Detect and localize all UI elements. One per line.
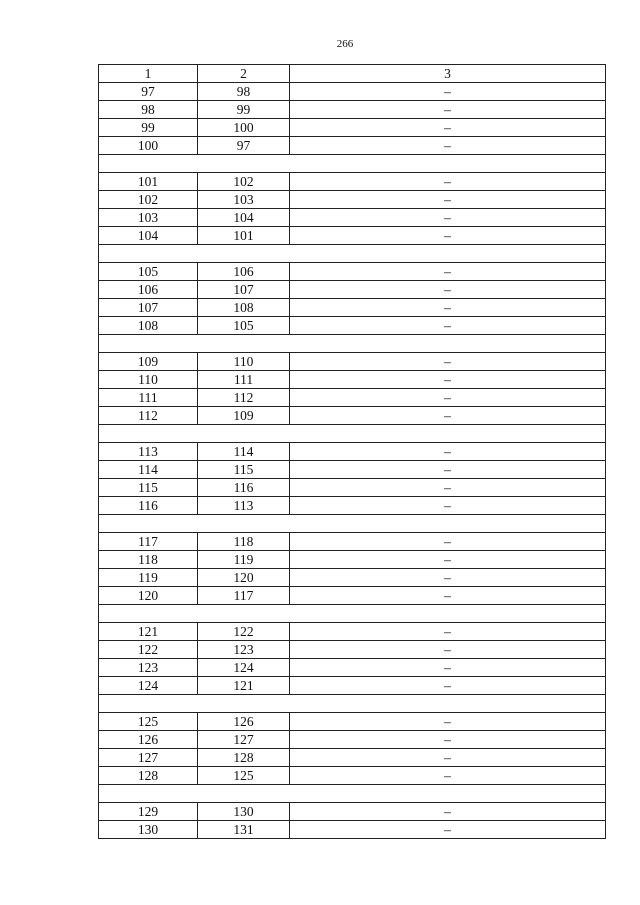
column-header-3: 3 (290, 65, 606, 83)
table-row (99, 767, 606, 785)
table-cell-col-1: 109 (99, 353, 198, 371)
group-separator-row (99, 785, 606, 803)
table-cell-col-2: 131 (198, 821, 290, 839)
table-cell-col-2: 97 (198, 137, 290, 155)
table-cell-col-3: – (290, 497, 606, 515)
data-table (98, 64, 606, 839)
group-separator-row (99, 245, 606, 263)
table-cell-col-3: – (290, 83, 606, 101)
table-cell-col-3: – (290, 101, 606, 119)
table-cell-col-2: 112 (198, 389, 290, 407)
table-cell-col-3: – (290, 623, 606, 641)
table-cell-col-1: 115 (99, 479, 198, 497)
table-cell-col-1: 108 (99, 317, 198, 335)
table-cell-col-2: 105 (198, 317, 290, 335)
separator-cell (99, 245, 606, 263)
table-cell-col-2: 116 (198, 479, 290, 497)
separator-cell (99, 515, 606, 533)
table-cell-col-3: – (290, 209, 606, 227)
table-cell-col-3: – (290, 659, 606, 677)
table-cell-col-2: 120 (198, 569, 290, 587)
table-cell-col-2: 110 (198, 353, 290, 371)
table-cell-col-1: 100 (99, 137, 198, 155)
table-row (99, 443, 606, 461)
table-cell-col-1: 104 (99, 227, 198, 245)
separator-cell (99, 335, 606, 353)
table-cell-col-2: 119 (198, 551, 290, 569)
table-cell-col-3: – (290, 173, 606, 191)
table-cell-col-3: – (290, 551, 606, 569)
table-cell-col-1: 123 (99, 659, 198, 677)
table-cell-col-3: – (290, 641, 606, 659)
table-cell-col-3: – (290, 731, 606, 749)
table-cell-col-1: 126 (99, 731, 198, 749)
table-cell-col-2: 123 (198, 641, 290, 659)
table-cell-col-2: 103 (198, 191, 290, 209)
table-cell-col-2: 117 (198, 587, 290, 605)
table-cell-col-3: – (290, 299, 606, 317)
column-header-2: 2 (198, 65, 290, 83)
table-cell-col-1: 130 (99, 821, 198, 839)
group-separator-row (99, 695, 606, 713)
table-cell-col-3: – (290, 407, 606, 425)
table-cell-col-2: 104 (198, 209, 290, 227)
table-row (99, 281, 606, 299)
table-row (99, 389, 606, 407)
table-cell-col-3: – (290, 767, 606, 785)
table-cell-col-1: 122 (99, 641, 198, 659)
table-cell-col-2: 115 (198, 461, 290, 479)
table-row (99, 641, 606, 659)
table-cell-col-2: 108 (198, 299, 290, 317)
table-cell-col-1: 99 (99, 119, 198, 137)
table-cell-col-1: 125 (99, 713, 198, 731)
table-cell-col-3: – (290, 389, 606, 407)
table-row (99, 533, 606, 551)
table-row (99, 803, 606, 821)
table-row (99, 353, 606, 371)
separator-cell (99, 425, 606, 443)
table-cell-col-2: 118 (198, 533, 290, 551)
table-row (99, 137, 606, 155)
table-row (99, 461, 606, 479)
table-row (99, 497, 606, 515)
table-row (99, 749, 606, 767)
group-separator-row (99, 155, 606, 173)
separator-cell (99, 155, 606, 173)
table-cell-col-2: 121 (198, 677, 290, 695)
table-cell-col-2: 127 (198, 731, 290, 749)
table-row (99, 191, 606, 209)
table-cell-col-1: 110 (99, 371, 198, 389)
table-cell-col-2: 124 (198, 659, 290, 677)
table-cell-col-3: – (290, 227, 606, 245)
table-row (99, 317, 606, 335)
table-cell-col-1: 103 (99, 209, 198, 227)
table-row (99, 299, 606, 317)
table-cell-col-3: – (290, 317, 606, 335)
table-cell-col-2: 128 (198, 749, 290, 767)
table-cell-col-2: 106 (198, 263, 290, 281)
table-cell-col-2: 111 (198, 371, 290, 389)
table-cell-col-2: 113 (198, 497, 290, 515)
separator-cell (99, 695, 606, 713)
table-cell-col-3: – (290, 371, 606, 389)
table-row (99, 101, 606, 119)
table-cell-col-3: – (290, 353, 606, 371)
page-number: 266 (336, 38, 354, 50)
table-cell-col-1: 119 (99, 569, 198, 587)
table-row (99, 713, 606, 731)
table-cell-col-2: 126 (198, 713, 290, 731)
table-row (99, 479, 606, 497)
table-cell-col-3: – (290, 119, 606, 137)
separator-cell (99, 605, 606, 623)
table-cell-col-1: 121 (99, 623, 198, 641)
table-cell-col-3: – (290, 479, 606, 497)
table-row (99, 623, 606, 641)
table-cell-col-3: – (290, 137, 606, 155)
table-cell-col-1: 129 (99, 803, 198, 821)
table-cell-col-2: 114 (198, 443, 290, 461)
table-cell-col-1: 113 (99, 443, 198, 461)
table-cell-col-3: – (290, 191, 606, 209)
table-cell-col-1: 116 (99, 497, 198, 515)
table-cell-col-3: – (290, 443, 606, 461)
table-cell-col-3: – (290, 533, 606, 551)
table-row (99, 119, 606, 137)
column-header-1: 1 (99, 65, 198, 83)
table-row (99, 731, 606, 749)
table-cell-col-1: 101 (99, 173, 198, 191)
table-cell-col-3: – (290, 677, 606, 695)
table-cell-col-2: 100 (198, 119, 290, 137)
table-cell-col-3: – (290, 461, 606, 479)
table-row (99, 371, 606, 389)
table-cell-col-1: 105 (99, 263, 198, 281)
table-body (99, 83, 606, 839)
table-row (99, 569, 606, 587)
table-cell-col-1: 114 (99, 461, 198, 479)
table-cell-col-1: 98 (99, 101, 198, 119)
table-row (99, 83, 606, 101)
table-row (99, 551, 606, 569)
table-cell-col-1: 111 (99, 389, 198, 407)
table-cell-col-2: 125 (198, 767, 290, 785)
table-cell-col-1: 102 (99, 191, 198, 209)
group-separator-row (99, 515, 606, 533)
table-cell-col-3: – (290, 587, 606, 605)
table-cell-col-3: – (290, 749, 606, 767)
table-cell-col-3: – (290, 713, 606, 731)
table-cell-col-2: 109 (198, 407, 290, 425)
table-row (99, 821, 606, 839)
table-cell-col-1: 120 (99, 587, 198, 605)
table-cell-col-1: 124 (99, 677, 198, 695)
table-cell-col-1: 107 (99, 299, 198, 317)
table-cell-col-3: – (290, 281, 606, 299)
table-cell-col-2: 130 (198, 803, 290, 821)
table-row (99, 407, 606, 425)
group-separator-row (99, 605, 606, 623)
table-row (99, 173, 606, 191)
table-row (99, 677, 606, 695)
table-cell-col-2: 122 (198, 623, 290, 641)
table-cell-col-2: 99 (198, 101, 290, 119)
table-cell-col-3: – (290, 569, 606, 587)
table-cell-col-1: 97 (99, 83, 198, 101)
table-row (99, 659, 606, 677)
table-cell-col-1: 128 (99, 767, 198, 785)
table-cell-col-1: 117 (99, 533, 198, 551)
table-cell-col-2: 102 (198, 173, 290, 191)
separator-cell (99, 785, 606, 803)
table-row (99, 587, 606, 605)
table-cell-col-3: – (290, 821, 606, 839)
group-separator-row (99, 425, 606, 443)
table-row (99, 227, 606, 245)
table-cell-col-2: 101 (198, 227, 290, 245)
table-cell-col-2: 107 (198, 281, 290, 299)
table-cell-col-1: 106 (99, 281, 198, 299)
table-cell-col-1: 112 (99, 407, 198, 425)
table-row (99, 209, 606, 227)
group-separator-row (99, 335, 606, 353)
table-cell-col-3: – (290, 803, 606, 821)
table-cell-col-2: 98 (198, 83, 290, 101)
table-row (99, 263, 606, 281)
table-header-row (99, 65, 606, 83)
table-cell-col-3: – (290, 263, 606, 281)
table-cell-col-1: 118 (99, 551, 198, 569)
table-cell-col-1: 127 (99, 749, 198, 767)
